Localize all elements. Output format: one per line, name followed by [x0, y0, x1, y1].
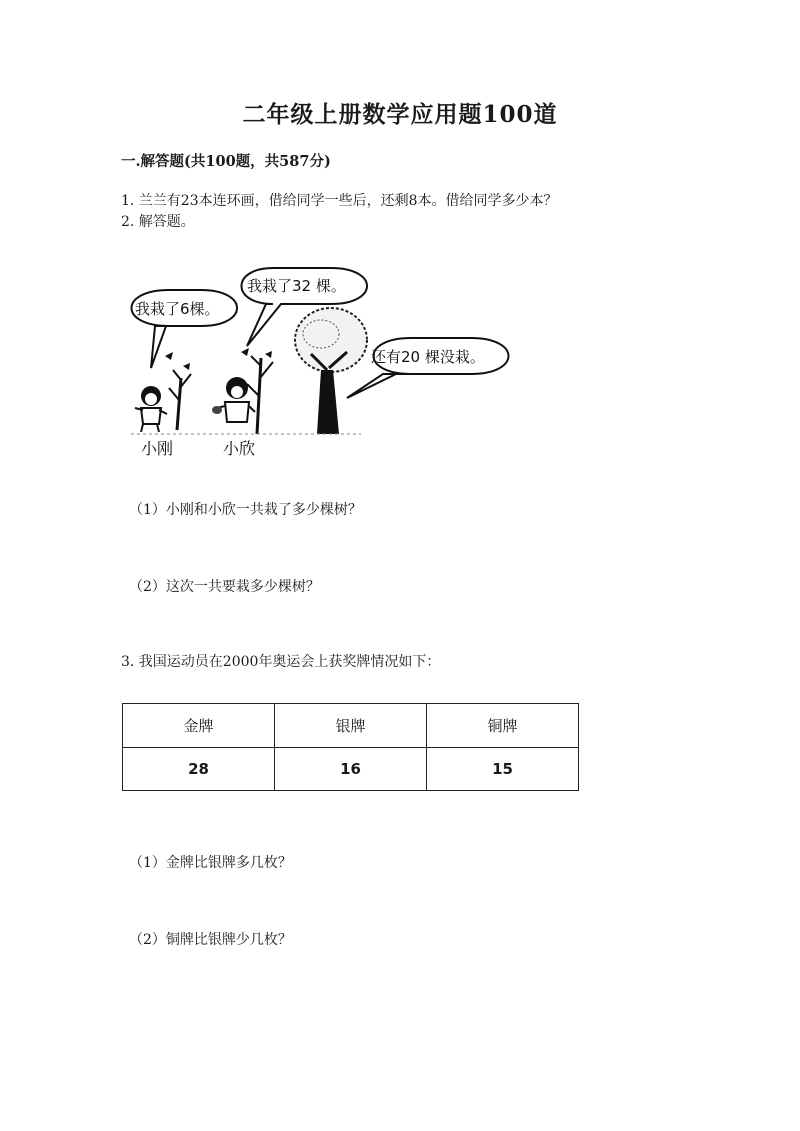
boy-xiaogang-image: [135, 386, 167, 432]
girl-xiaoxin-image: [212, 377, 255, 422]
bubble-text-xiaoxin: 我栽了32 棵。: [247, 277, 346, 295]
section-heading: 一.解答题(共100题，共587分): [121, 153, 331, 170]
question-2-sub-1: （1）小刚和小欣一共栽了多少棵树？: [129, 502, 362, 518]
big-tree-image: [295, 308, 367, 434]
page-title: 二年级上册数学应用题100道: [242, 101, 558, 128]
header-silver: 银牌: [275, 704, 427, 748]
tree-planting-illustration: [121, 258, 531, 468]
question-3-sub-1: （1）金牌比银牌多几枚？: [129, 855, 292, 871]
bubble-text-tree: 还有20 棵没栽。: [371, 348, 485, 366]
question-3: 3. 我国运动员在2000年奥运会上获奖牌情况如下：: [121, 654, 441, 670]
bubble-text-xiaogang: 我栽了6棵。: [135, 300, 220, 318]
sapling-1-image: [165, 352, 191, 430]
medal-table-header-row: [123, 704, 579, 748]
medal-table: [122, 703, 579, 791]
header-gold: 金牌: [123, 704, 275, 748]
name-xiaogang: 小刚: [141, 439, 174, 458]
value-bronze: 15: [427, 748, 579, 791]
speech-bubble-xiaogang: [132, 290, 238, 368]
medal-table-value-row: [123, 748, 579, 791]
value-silver: 16: [275, 748, 427, 791]
question-2-sub-2: （2）这次一共要栽多少棵树？: [129, 579, 320, 595]
header-bronze: 铜牌: [427, 704, 579, 748]
name-xiaoxin: 小欣: [223, 439, 256, 458]
question-3-sub-2: （2）铜牌比银牌少几枚？: [129, 932, 292, 948]
value-gold: 28: [123, 748, 275, 791]
question-1: 1. 兰兰有23本连环画，借给同学一些后，还剩8本。借给同学多少本？: [121, 193, 558, 209]
question-2: 2. 解答题。: [121, 214, 195, 230]
speech-bubble-tree: [347, 338, 509, 398]
